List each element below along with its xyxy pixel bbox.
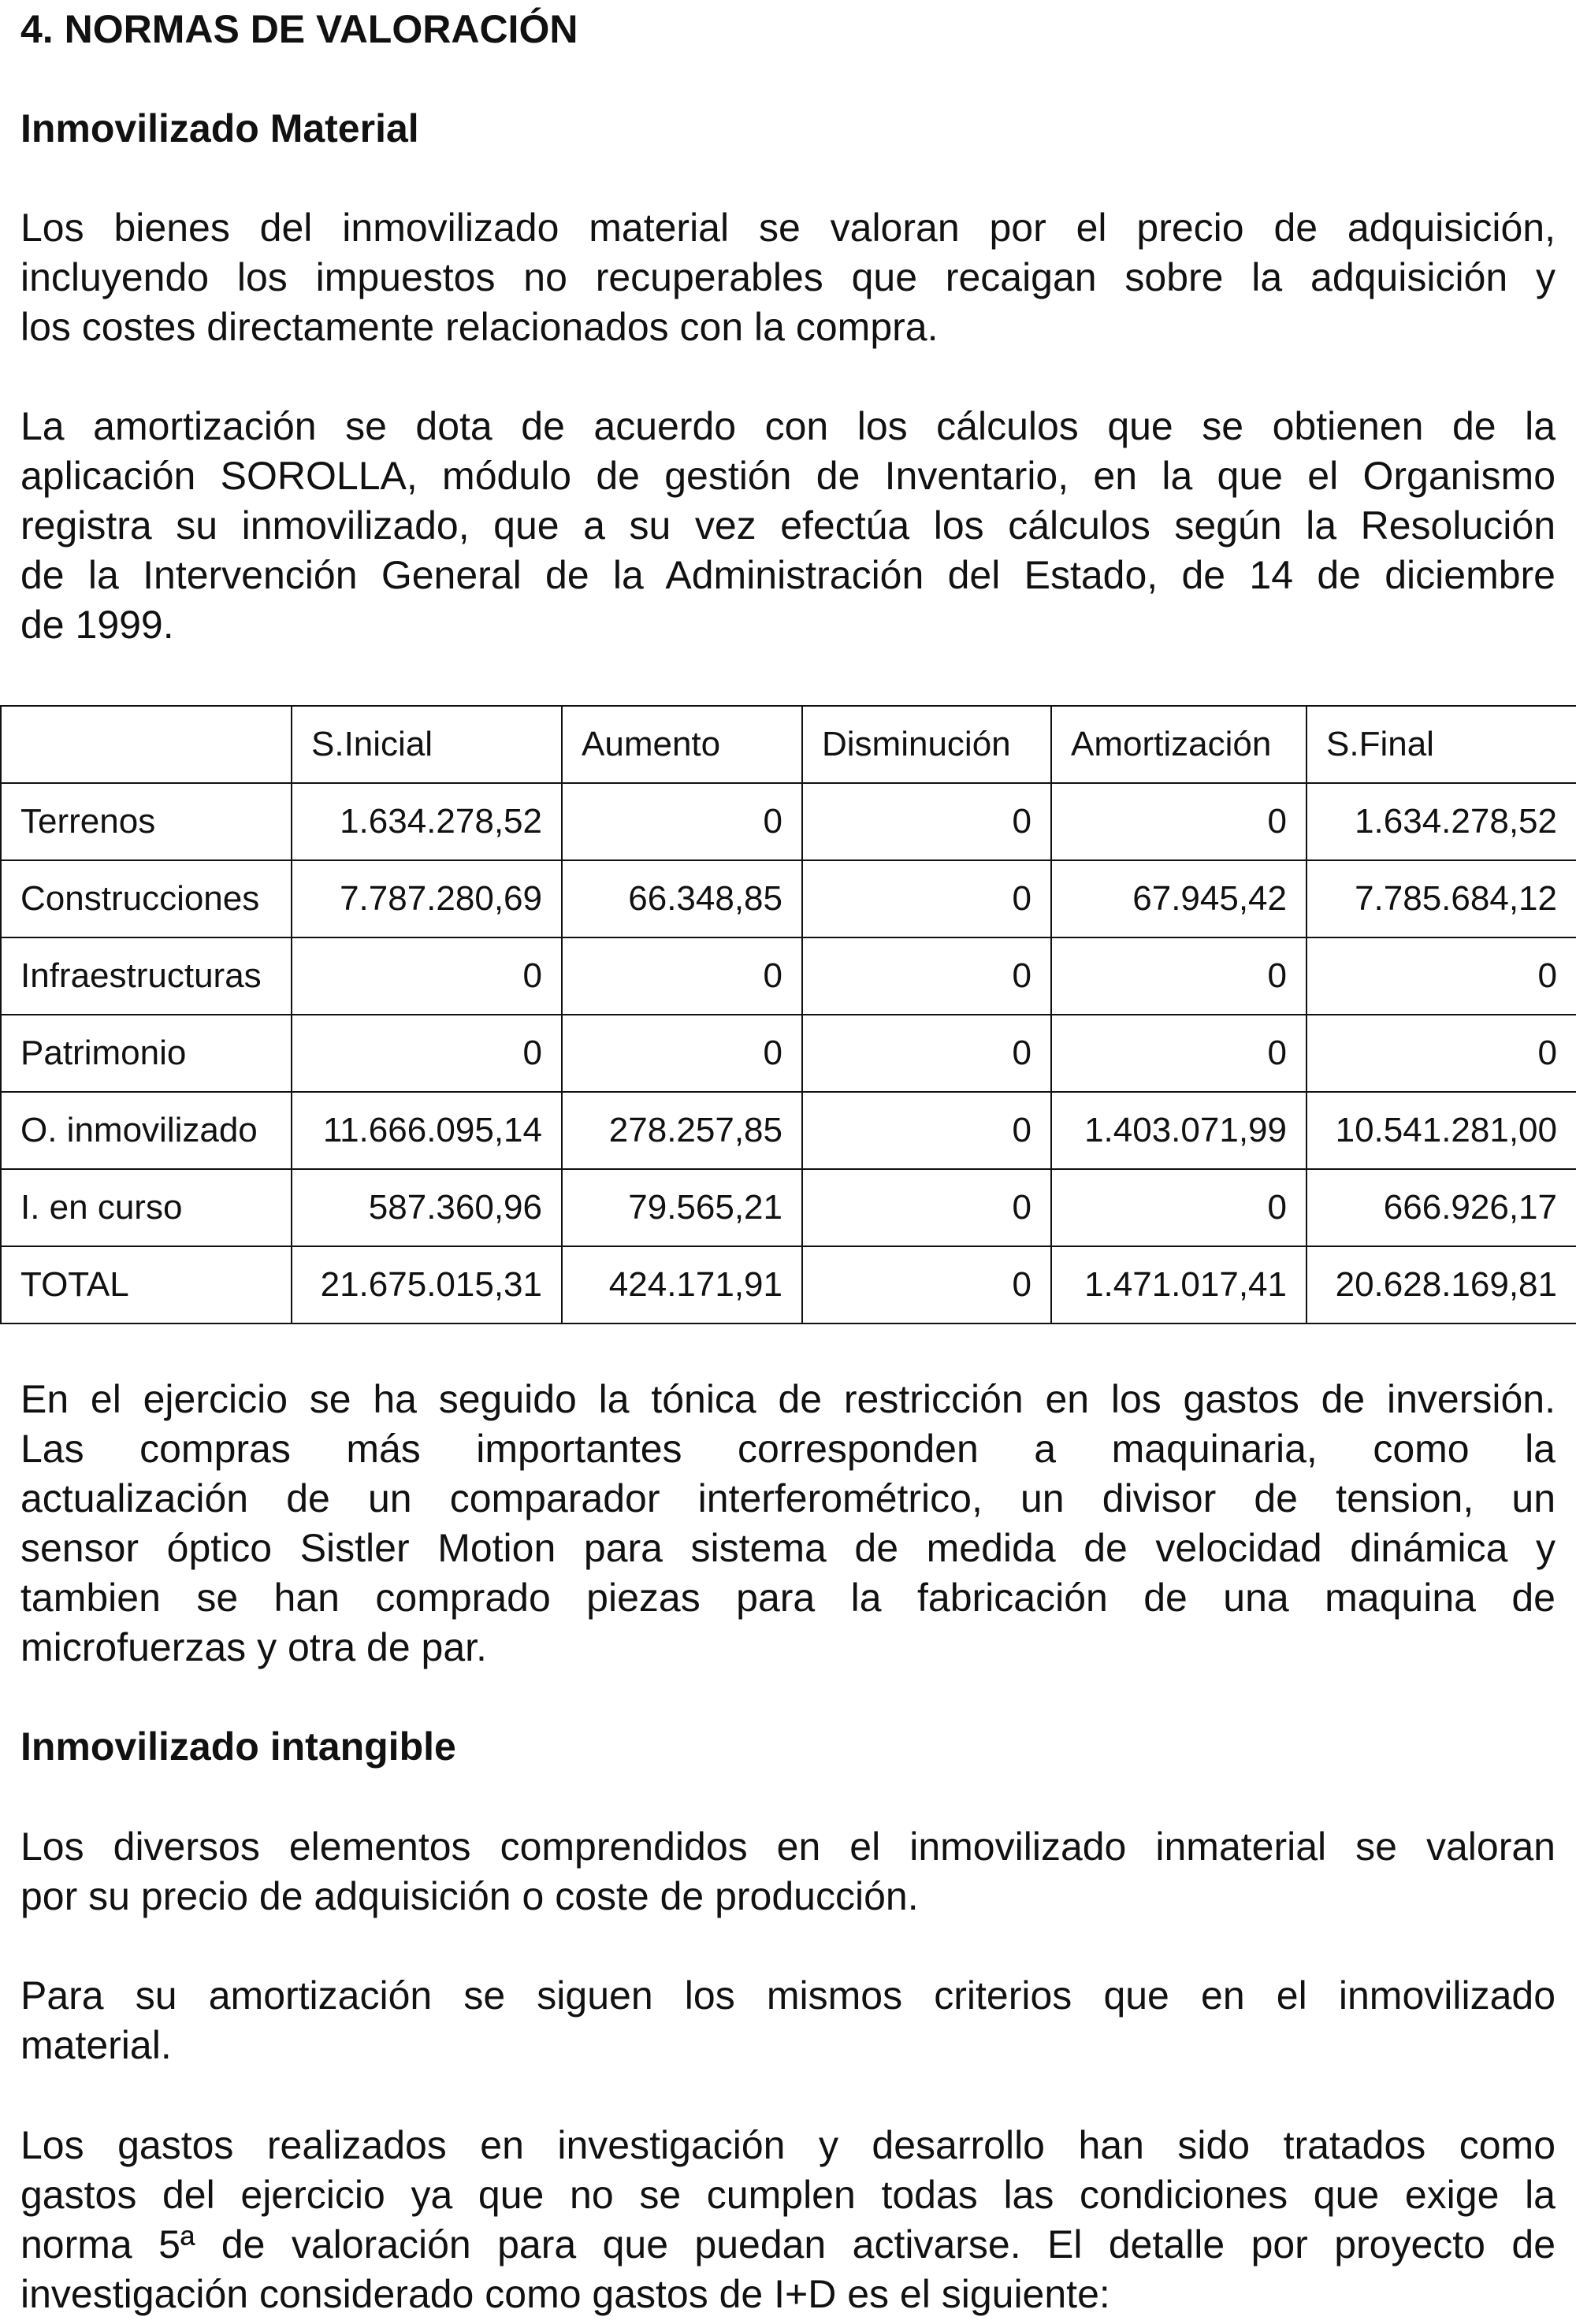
table-row [1, 1092, 1576, 1169]
header-cell-s-inicial: S.Inicial [292, 706, 562, 783]
text-line: de 1999. [20, 603, 174, 647]
value-cell: 0 [802, 783, 1051, 860]
header-cell-amortizacion: Amortización [1051, 706, 1307, 783]
value-cell: 666.926,17 [1307, 1169, 1576, 1246]
text-line: incluyendo los impuestos no recuperables que recaigan sobre la adquisición y [20, 255, 1556, 299]
text-line: registra su inmovilizado, que a su vez efectúa los cálculos según la Resolución [20, 503, 1556, 548]
table-row [1, 937, 1576, 1015]
header-cell-disminucion: Disminución [802, 706, 1051, 783]
header-cell-aumento: Aumento [562, 706, 802, 783]
table-row [1, 783, 1576, 860]
text-line: norma 5ª de valoración para que puedan activarse. El detalle por proyecto de [20, 2222, 1556, 2266]
value-cell: 79.565,21 [562, 1169, 802, 1246]
value-cell: 0 [802, 1246, 1051, 1323]
value-cell: 0 [802, 937, 1051, 1015]
row-label-cell: O. inmovilizado [1, 1092, 292, 1169]
value-cell: 1.403.071,99 [1051, 1092, 1307, 1169]
paragraph-gastos-id [20, 2121, 1556, 2319]
value-cell: 0 [1307, 937, 1576, 1015]
text-line: aplicación SOROLLA, módulo de gestión de Inventario, en la que el Organismo [20, 454, 1556, 498]
value-cell: 10.541.281,00 [1307, 1092, 1576, 1169]
text-line: investigación considerado como gastos de I+D es el siguiente: [20, 2272, 1110, 2316]
text-line: sensor óptico Sistler Motion para sistema de medida de velocidad dinámica y [20, 1526, 1556, 1570]
value-cell: 11.666.095,14 [292, 1092, 562, 1169]
value-cell: 1.634.278,52 [292, 783, 562, 860]
paragraph-valoracion-bienes [20, 203, 1556, 352]
value-cell: 1.471.017,41 [1051, 1246, 1307, 1323]
table-row [1, 1169, 1576, 1246]
header-cell-s-final: S.Final [1307, 706, 1576, 783]
value-cell: 0 [802, 860, 1051, 937]
value-cell: 0 [1307, 1015, 1576, 1092]
value-cell: 0 [1051, 937, 1307, 1015]
header-cell-empty [1, 706, 292, 783]
value-cell: 66.348,85 [562, 860, 802, 937]
value-cell: 1.634.278,52 [1307, 783, 1576, 860]
value-cell: 0 [802, 1015, 1051, 1092]
table-row [1, 1015, 1576, 1092]
table-header-row [1, 706, 1576, 783]
text-line: Los diversos elementos comprendidos en el inmovilizado inmaterial se valoran [20, 1825, 1556, 1869]
value-cell: 0 [1051, 1015, 1307, 1092]
text-line: actualización de un comparador interferométrico, un divisor de tension, un [20, 1476, 1556, 1520]
table-total-row [1, 1246, 1576, 1323]
text-line: Las compras más importantes corresponden a maquinaria, como la [20, 1427, 1556, 1471]
value-cell: 7.785.684,12 [1307, 860, 1576, 937]
text-line: tambien se han comprado piezas para la fabricación de una maquina de [20, 1576, 1556, 1620]
table-row [1, 860, 1576, 937]
text-line: En el ejercicio se ha seguido la tónica de restricción en los gastos de inversión. [20, 1377, 1556, 1421]
value-cell: 0 [802, 1092, 1051, 1169]
text-line: microfuerzas y otra de par. [20, 1625, 487, 1669]
value-cell: 0 [1051, 783, 1307, 860]
value-cell: 0 [292, 1015, 562, 1092]
value-cell: 0 [562, 937, 802, 1015]
paragraph-inversion [20, 1375, 1556, 1672]
subheading-inmovilizado-material: Inmovilizado Material [20, 106, 419, 150]
value-cell: 20.628.169,81 [1307, 1246, 1576, 1323]
row-label-cell: TOTAL [1, 1246, 292, 1323]
text-line: Los gastos realizados en investigación y desarrollo han sido tratados como [20, 2123, 1556, 2167]
text-line: Para su amortización se siguen los mismos criterios que en el inmovilizado [20, 1973, 1556, 2018]
row-label-cell: Patrimonio [1, 1015, 292, 1092]
text-line: de la Intervención General de la Administración del Estado, de 14 de diciembre [20, 553, 1556, 597]
text-line: material. [20, 2023, 172, 2067]
value-cell: 67.945,42 [1051, 860, 1307, 937]
text-line: gastos del ejercicio ya que no se cumplen todas las condiciones que exige la [20, 2173, 1556, 2217]
text-line: por su precio de adquisición o coste de producción. [20, 1874, 919, 1918]
section-heading: 4. NORMAS DE VALORACIÓN [20, 7, 578, 51]
value-cell: 0 [292, 937, 562, 1015]
paragraph-valoracion-intangible [20, 1822, 1556, 1921]
row-label-cell: I. en curso [1, 1169, 292, 1246]
row-label-cell: Construcciones [1, 860, 292, 937]
value-cell: 587.360,96 [292, 1169, 562, 1246]
subheading-inmovilizado-intangible: Inmovilizado intangible [20, 1724, 456, 1769]
value-cell: 0 [802, 1169, 1051, 1246]
value-cell: 21.675.015,31 [292, 1246, 562, 1323]
text-line: los costes directamente relacionados con la compra. [20, 305, 939, 349]
text-line: La amortización se dota de acuerdo con los cálculos que se obtienen de la [20, 404, 1556, 448]
asset-movements-table [0, 705, 1576, 1324]
value-cell: 7.787.280,69 [292, 860, 562, 937]
value-cell: 0 [1051, 1169, 1307, 1246]
value-cell: 278.257,85 [562, 1092, 802, 1169]
row-label-cell: Infraestructuras [1, 937, 292, 1015]
row-label-cell: Terrenos [1, 783, 292, 860]
text-line: Los bienes del inmovilizado material se valoran por el precio de adquisición, [20, 206, 1556, 250]
paragraph-amortizacion-intangible [20, 1971, 1556, 2070]
paragraph-amortizacion [20, 402, 1556, 650]
value-cell: 0 [562, 783, 802, 860]
value-cell: 424.171,91 [562, 1246, 802, 1323]
value-cell: 0 [562, 1015, 802, 1092]
